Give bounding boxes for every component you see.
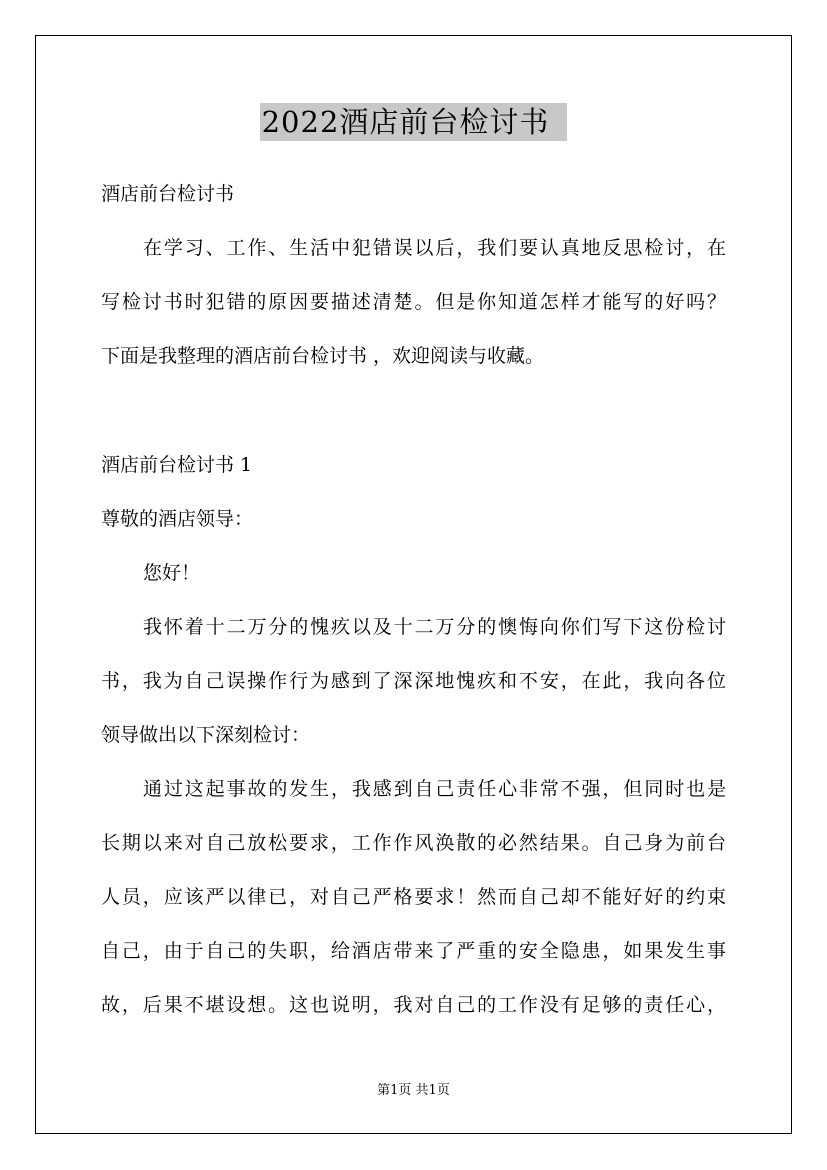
paragraph2-line-1: 通过这起事故的发生，我感到自己责任心非常不强，但同时也是 xyxy=(143,778,726,800)
page-footer: 第1页 共1页 xyxy=(377,1083,450,1098)
paragraph1-line-1: 我怀着十二万分的愧疚以及十二万分的懊悔向你们写下这份检讨 xyxy=(143,616,726,638)
intro-line-3: 下面是我整理的酒店前台检讨书 ，欢迎阅读与收藏。 xyxy=(101,345,545,367)
paragraph2-line-5: 故，后果不堪设想。这也说明，我对自己的工作没有足够的责任心， xyxy=(101,994,726,1016)
section-heading: 酒店前台检讨书 1 xyxy=(101,454,253,476)
intro-line-1: 在学习、工作、生活中犯错误以后，我们要认真地反思检讨，在 xyxy=(143,237,726,259)
paragraph1-line-3: 领导做出以下深刻检讨： xyxy=(101,724,311,746)
salutation: 尊敬的酒店领导： xyxy=(101,508,254,530)
paragraph2-line-3: 人员，应该严以律已，对自己严格要求！然而自己却不能好好的约束 xyxy=(101,886,726,908)
paragraph2-line-2: 长期以来对自己放松要求，工作作风涣散的必然结果。自己身为前台 xyxy=(101,832,726,854)
paragraph1-line-2: 书，我为自己误操作行为感到了深深地愧疚和不安，在此，我向各位 xyxy=(101,670,726,692)
document-title: 2022酒店前台检讨书 xyxy=(0,102,827,141)
paragraph2-line-4: 自己，由于自己的失职，给酒店带来了严重的安全隐患，如果发生事 xyxy=(101,940,726,962)
intro-line-2: 写检讨书时犯错的原因要描述清楚。但是你知道怎样才能写的好吗？ xyxy=(101,291,726,313)
greeting: 您好！ xyxy=(143,562,201,584)
document-subtitle: 酒店前台检讨书 xyxy=(101,183,235,205)
